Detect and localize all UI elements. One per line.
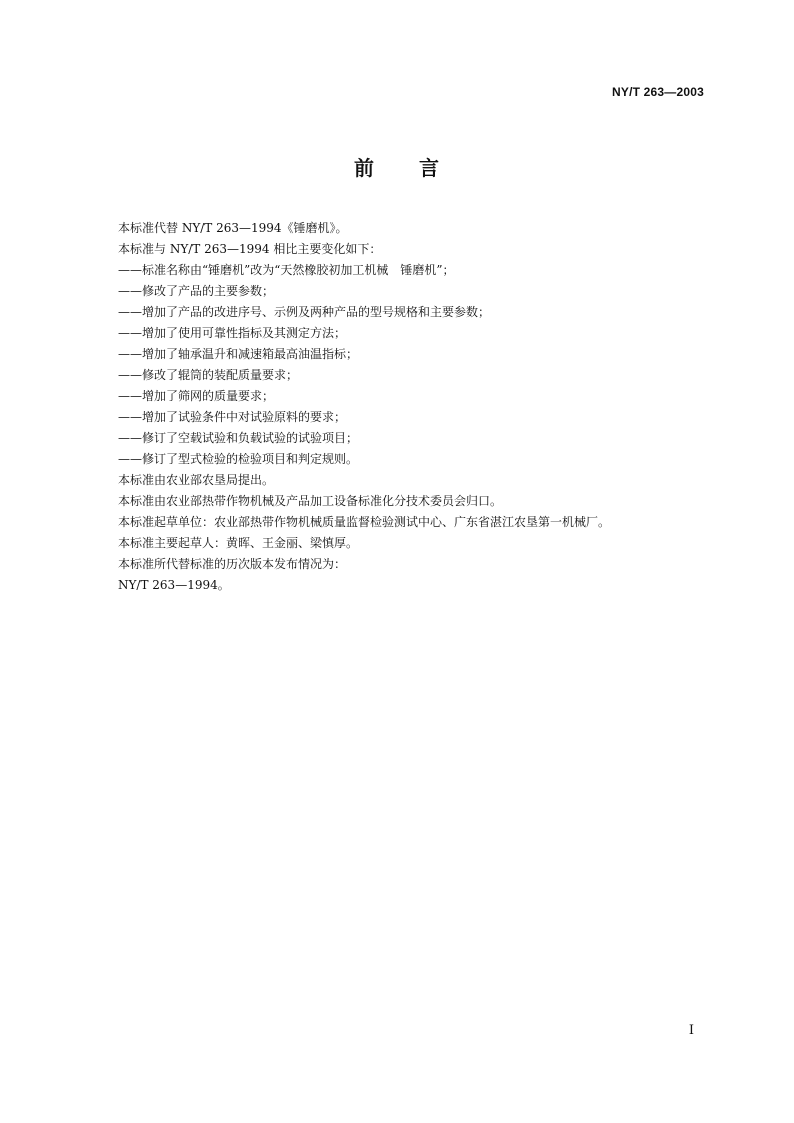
page-title (0, 152, 794, 181)
list-item: ——增加了使用可靠性指标及其测定方法； (118, 326, 347, 340)
list-item: ——修改了产品的主要参数； (118, 284, 275, 298)
list-item: ——增加了轴承温升和减速箱最高油温指标； (118, 347, 359, 361)
foreword-body (118, 218, 708, 596)
paragraph-line: 本标准主要起草人：黄晖、王金丽、梁慎厚。 (118, 536, 359, 550)
paragraph-line: 本标准起草单位：农业部热带作物机械质量监督检验测试中心、广东省湛江农垦第一机械厂。 (118, 515, 611, 529)
list-item: ——增加了筛网的质量要求； (118, 389, 275, 403)
list-item: ——修订了空载试验和负载试验的试验项目； (118, 431, 359, 445)
page-number: I (688, 1023, 694, 1038)
list-item: ——修订了型式检验的检验项目和判定规则。 (118, 452, 359, 466)
paragraph-line: 本标准由农业部热带作物机械及产品加工设备标准化分技术委员会归口。 (118, 494, 503, 508)
standard-code: NY/T 263—2003 (612, 85, 704, 99)
list-item: ——增加了试验条件中对试验原料的要求； (118, 410, 347, 424)
title-char-1: 前 (354, 156, 375, 180)
paragraph-line: 本标准代替 NY/T 263—1994《锤磨机》。 (118, 221, 348, 235)
paragraph-line: 本标准所代替标准的历次版本发布情况为： (118, 557, 347, 571)
title-char-2: 言 (419, 156, 440, 180)
list-item: ——增加了产品的改进序号、示例及两种产品的型号规格和主要参数； (118, 305, 491, 319)
paragraph-line: 本标准由农业部农垦局提出。 (118, 473, 275, 487)
list-item: ——修改了辊筒的装配质量要求； (118, 368, 299, 382)
list-item: ——标准名称由“锤磨机”改为“天然橡胶初加工机械 锤磨机”； (118, 263, 455, 277)
paragraph-line: NY/T 263—1994。 (118, 578, 230, 592)
paragraph-line: 本标准与 NY/T 263—1994 相比主要变化如下： (118, 242, 382, 256)
